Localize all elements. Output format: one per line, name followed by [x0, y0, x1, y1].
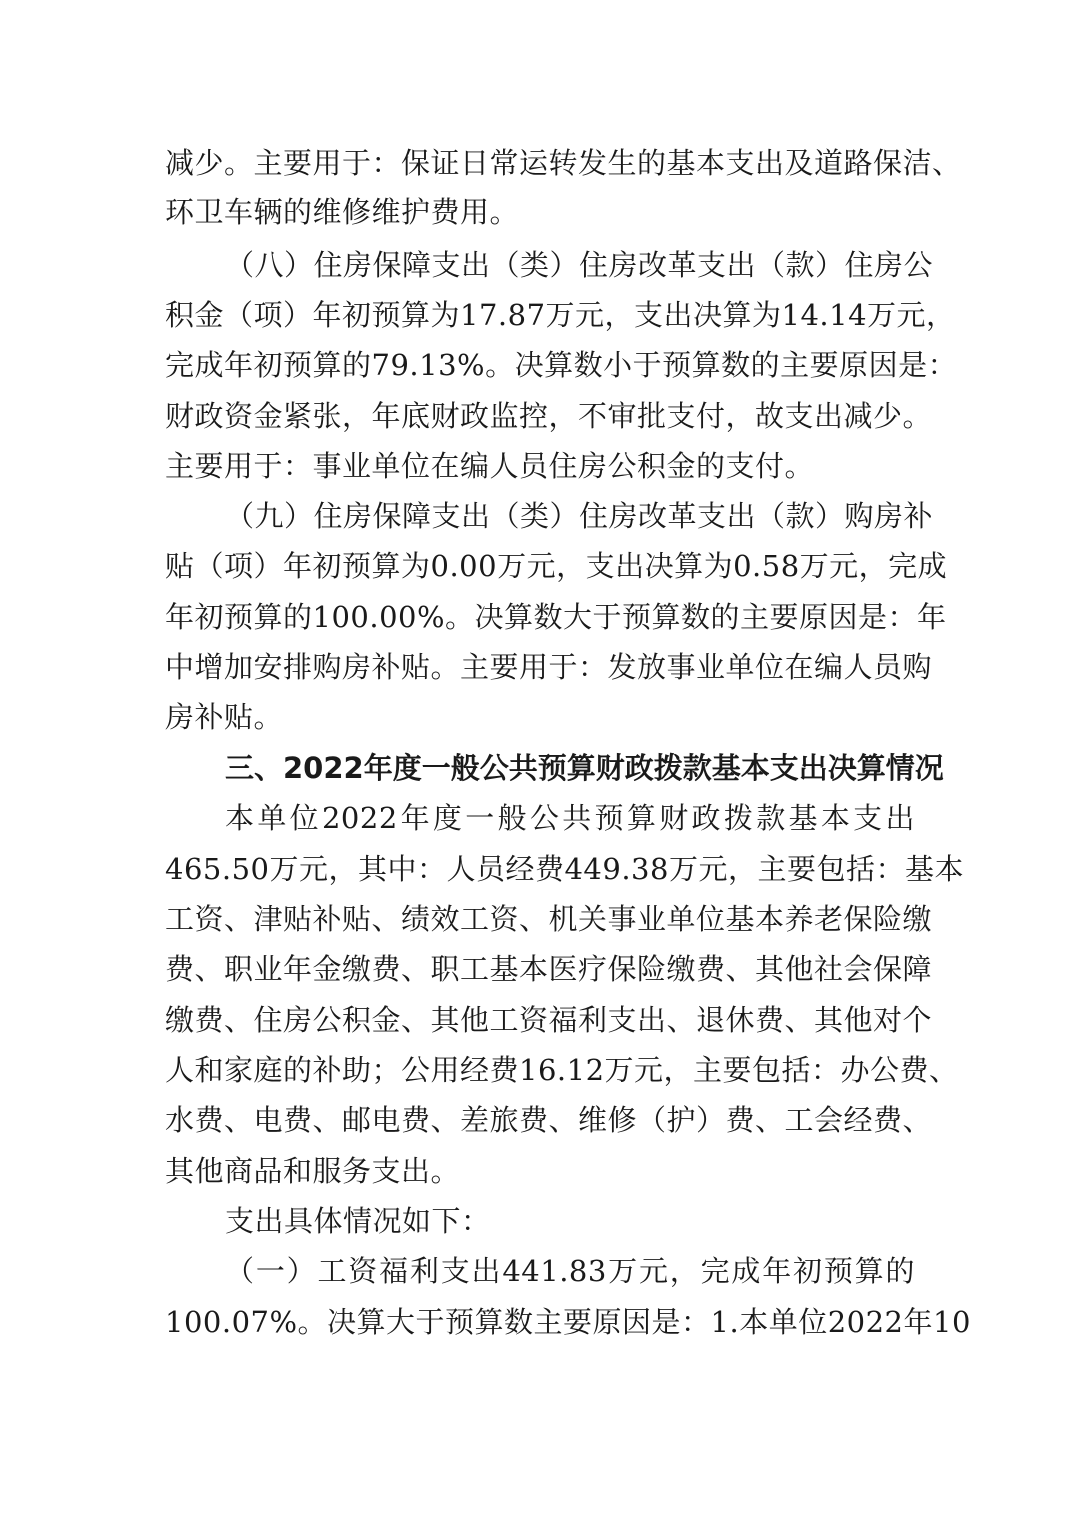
paragraph-line: 100.07%。决算大于预算数主要原因是：1.本单位2022年10 [165, 1305, 971, 1339]
paragraph-line: 工资、津贴补贴、绩效工资、机关事业单位基本养老保险缴 [165, 902, 933, 936]
paragraph-line: 缴费、住房公积金、其他工资福利支出、退休费、其他对个 [165, 1003, 933, 1037]
paragraph-line: 主要用于：事业单位在编人员住房公积金的支付。 [165, 449, 815, 483]
paragraph-line: 其他商品和服务支出。 [165, 1154, 461, 1188]
paragraph-line: 支出具体情况如下： [225, 1204, 491, 1238]
paragraph-line: 积金（项）年初预算为17.87万元，支出决算为14.14万元， [165, 298, 956, 332]
section-heading: 三、2022年度一般公共预算财政拨款基本支出决算情况 [225, 751, 944, 785]
paragraph-line: 房补贴。 [165, 700, 284, 734]
paragraph-line: 财政资金紧张，年底财政监控，不审批支付，故支出减少。 [165, 399, 933, 433]
paragraph-line: （一）工资福利支出441.83万元，完成年初预算的 [225, 1254, 915, 1288]
paragraph-line: 环卫车辆的维修维护费用。 [165, 195, 520, 229]
paragraph-line: （九）住房保障支出（类）住房改革支出（款）购房补 [225, 499, 934, 533]
paragraph-line: 水费、电费、邮电费、差旅费、维修（护）费、工会经费、 [165, 1103, 933, 1137]
paragraph-line: 费、职业年金缴费、职工基本医疗保险缴费、其他社会保障 [165, 952, 933, 986]
paragraph-line: 中增加安排购房补贴。主要用于：发放事业单位在编人员购 [165, 650, 933, 684]
paragraph-line: 本单位2022年度一般公共预算财政拨款基本支出 [225, 801, 915, 835]
paragraph-line: （八）住房保障支出（类）住房改革支出（款）住房公 [225, 248, 934, 282]
paragraph-line: 贴（项）年初预算为0.00万元，支出决算为0.58万元，完成 [165, 549, 948, 583]
paragraph-line: 年初预算的100.00%。决算数大于预算数的主要原因是：年 [165, 600, 947, 634]
paragraph-line: 完成年初预算的79.13%。决算数小于预算数的主要原因是： [165, 348, 958, 382]
paragraph-line: 465.50万元，其中：人员经费449.38万元，主要包括：基本 [165, 852, 964, 886]
paragraph-line: 减少。主要用于：保证日常运转发生的基本支出及道路保洁、 [165, 146, 962, 180]
paragraph-line: 人和家庭的补助；公用经费16.12万元，主要包括：办公费、 [165, 1053, 959, 1087]
